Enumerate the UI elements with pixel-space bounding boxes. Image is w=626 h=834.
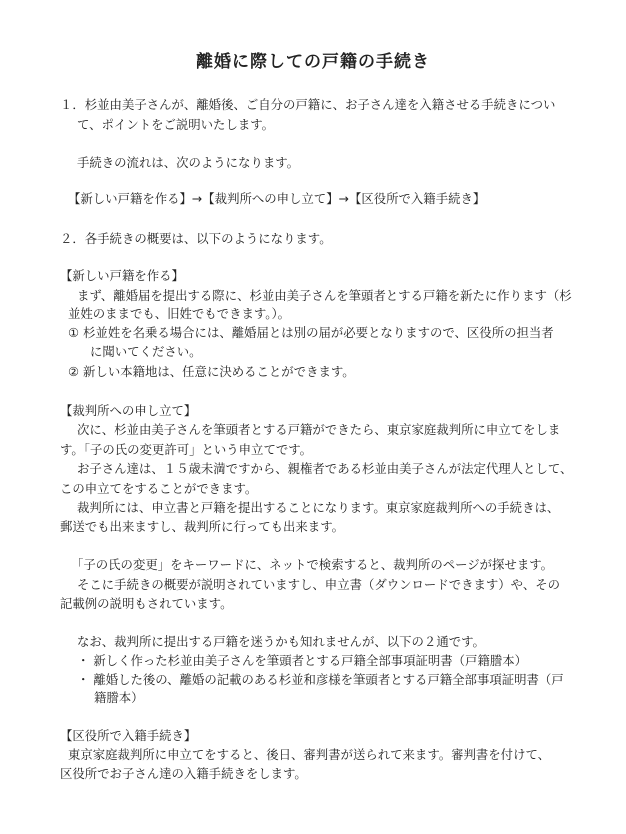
bullet-item: ・ 離婚した後の、離婚の記載のある杉並和彦様を筆頭者とする戸籍全部事項証明書（戸	[77, 672, 564, 687]
section-heading: 【裁判所への申し立て】	[60, 403, 197, 418]
body-line: お子さん達は、１５歳未満ですから、親権者である杉並由美子さんが法定代理人として、	[77, 461, 573, 476]
body-line: 裁判所には、申立書と戸籍を提出することになります。東京家庭裁判所への手続きは、	[77, 500, 560, 515]
body-line: て、ポイントをご説明いたします。	[77, 117, 275, 132]
body-line: す。「子の氏の変更許可」という申立てです。	[60, 442, 313, 457]
body-line: １．杉並由美子さんが、離婚後、ご自分の戸籍に、お子さん達を入籍させる手続きについ	[60, 97, 556, 112]
body-line: 郵送でも出来ますし、裁判所に行っても出来ます。	[60, 519, 344, 534]
body-line: そこに手続きの概要が説明されていますし、申立書（ダウンロードできます）や、その	[77, 577, 560, 592]
body-line: なお、裁判所に提出する戸籍を迷うかも知れませんが、以下の２通です。	[77, 634, 485, 649]
body-line: 区役所でお子さん達の入籍手続きをします。	[60, 766, 307, 781]
bullet-item: ・ 新しく作った杉並由美子さんを筆頭者とする戸籍全部事項証明書（戸籍謄本）	[77, 653, 528, 668]
body-line: 「子の氏の変更」をキーワードに、ネットで検索すると、裁判所のページが探せます。	[71, 557, 553, 572]
body-line: 東京家庭裁判所に申立てをすると、後日、審判書が送られて来ます。審判書を付けて、	[68, 747, 550, 762]
section-heading: 【新しい戸籍を作る】	[60, 268, 184, 283]
body-line: 次に、杉並由美子さんを筆頭者とする戸籍ができたら、東京家庭裁判所に申立てをしま	[77, 422, 561, 437]
body-line: 記載例の説明もされています。	[60, 596, 233, 611]
body-line: 並姓のままでも、旧姓でもできます。）。	[68, 306, 291, 321]
numbered-item: ① 杉並姓を名乗る場合には、離婚届とは別の届が必要となりますので、区役所の担当者	[68, 325, 554, 340]
body-line: に聞いてください。	[90, 344, 202, 359]
numbered-item: ② 新しい本籍地は、任意に決めることができます。	[68, 364, 355, 379]
document-title: 離婚に際しての戸籍の手続き	[196, 52, 430, 72]
body-line: 【新しい戸籍を作る】→【裁判所への申し立て】→【区役所で入籍手続き】	[68, 191, 486, 206]
body-line: この申立てをすることができます。	[60, 481, 258, 496]
body-line: 手続きの流れは、次のようになります。	[77, 155, 300, 170]
body-line: まず、離婚届を提出する際に、杉並由美子さんを筆頭者とする戸籍を新たに作ります（杉	[77, 288, 572, 303]
section-heading: 【区役所で入籍手続き】	[60, 728, 197, 743]
body-line: 籍謄本）	[94, 690, 144, 705]
body-line: ２．各手続きの概要は、以下のようになります。	[60, 231, 332, 246]
